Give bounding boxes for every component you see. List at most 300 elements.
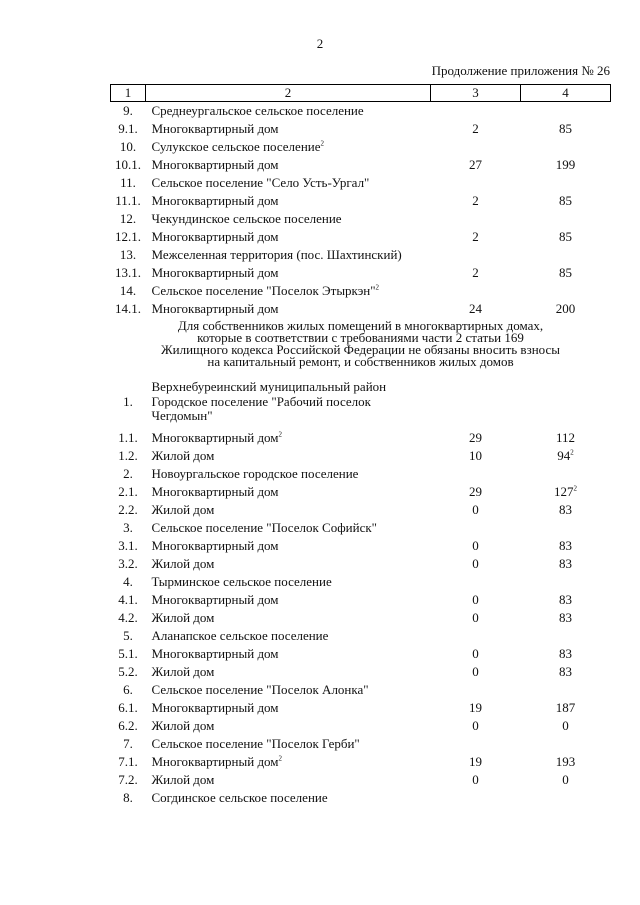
row-name-text: Жилой дом bbox=[151, 610, 215, 625]
row-number-text: 14.1. bbox=[115, 301, 141, 316]
table-row bbox=[111, 282, 611, 300]
row-name-text: Согдинское сельское поселение bbox=[151, 790, 328, 805]
row-col-4 bbox=[521, 138, 611, 156]
row-number bbox=[111, 717, 146, 735]
row-col-3-text: 19 bbox=[469, 700, 482, 715]
row-col-4-text: 85 bbox=[559, 121, 572, 136]
row-col-3 bbox=[431, 663, 521, 681]
row-number-text: 13.1. bbox=[115, 265, 141, 280]
table-row bbox=[111, 789, 611, 807]
row-col-3 bbox=[431, 753, 521, 771]
row-col-4 bbox=[521, 501, 611, 519]
footnote-mark: 2 bbox=[375, 283, 380, 292]
row-name-text: Аланапское сельское поселение bbox=[151, 628, 329, 643]
table-row bbox=[111, 555, 611, 573]
row-number bbox=[111, 210, 146, 228]
row-col-4-text: 83 bbox=[559, 610, 572, 625]
row-name bbox=[146, 138, 431, 156]
table-row bbox=[111, 591, 611, 609]
row-col-3-text: 0 bbox=[472, 646, 479, 661]
table-row bbox=[111, 246, 611, 264]
row-name-text: Многоквартирный дом bbox=[151, 754, 279, 769]
row-col-3-text: 10 bbox=[469, 448, 482, 463]
row-name-text: Сельское поселение "Поселок Алонка" bbox=[151, 682, 369, 697]
row-name bbox=[146, 465, 431, 483]
row-col-3 bbox=[431, 627, 521, 645]
row-col-4 bbox=[521, 483, 611, 501]
row-name bbox=[146, 537, 431, 555]
row-col-4-text: 83 bbox=[559, 646, 572, 661]
table-row bbox=[111, 429, 611, 447]
row-col-3-text: 2 bbox=[472, 229, 479, 244]
row-col-4 bbox=[521, 699, 611, 717]
row-col-4-text: 85 bbox=[559, 229, 572, 244]
table-row bbox=[111, 609, 611, 627]
row-name-text: Многоквартирный дом bbox=[151, 265, 279, 280]
row-number bbox=[111, 735, 146, 753]
table-row bbox=[111, 573, 611, 591]
row-col-4 bbox=[521, 609, 611, 627]
row-name-text: Многоквартирный дом bbox=[151, 700, 279, 715]
row-number bbox=[111, 627, 146, 645]
row-col-3 bbox=[431, 264, 521, 282]
footnote-mark: 2 bbox=[278, 754, 283, 763]
row-col-4-text: 0 bbox=[562, 772, 569, 787]
row-col-4 bbox=[521, 300, 611, 318]
row-number-text: 13. bbox=[119, 247, 137, 262]
row-name-text: Жилой дом bbox=[151, 718, 215, 733]
row-name-text: Жилой дом bbox=[151, 772, 215, 787]
table-row bbox=[111, 174, 611, 192]
row-col-3 bbox=[431, 228, 521, 246]
row-number-text: 7.1. bbox=[118, 754, 138, 769]
row-col-3 bbox=[431, 210, 521, 228]
row-col-3-text: 0 bbox=[472, 538, 479, 553]
footnote-mark: 2 bbox=[570, 448, 574, 457]
row-col-4 bbox=[521, 246, 611, 264]
row-name-text: Многоквартирный дом bbox=[151, 157, 279, 172]
row-number bbox=[111, 753, 146, 771]
row-col-4 bbox=[521, 465, 611, 483]
row-number-text: 9. bbox=[123, 103, 133, 118]
row-number-text: 6. bbox=[123, 682, 133, 697]
row-name bbox=[146, 394, 431, 429]
note-row bbox=[111, 318, 611, 372]
note-line: Для собственников жилых помещений в многоквартирных домах, bbox=[177, 318, 544, 333]
row-name-text: Сельское поселение "Село Усть-Ургал" bbox=[151, 175, 370, 190]
row-number-text: 3. bbox=[123, 520, 133, 535]
row-name bbox=[146, 663, 431, 681]
row-number-text: 7. bbox=[123, 736, 133, 751]
row-col-3 bbox=[431, 483, 521, 501]
row-col-4 bbox=[521, 394, 611, 429]
region-name: Верхнебуреинский муниципальный район bbox=[151, 379, 387, 394]
row-col-3 bbox=[431, 174, 521, 192]
row-number-text: 14. bbox=[119, 283, 137, 298]
row-col-4 bbox=[521, 447, 611, 465]
row-name-text: Тырминское сельское поселение bbox=[151, 574, 332, 589]
table-row bbox=[111, 228, 611, 246]
footnote-mark: 2 bbox=[573, 484, 577, 493]
row-col-3 bbox=[431, 282, 521, 300]
table-row bbox=[111, 465, 611, 483]
row-col-3 bbox=[431, 555, 521, 573]
row-col-3-text: 24 bbox=[469, 301, 482, 316]
row-col-4-text: 83 bbox=[559, 556, 572, 571]
row-name-text: Чекундинское сельское поселение bbox=[151, 211, 342, 226]
row-col-4-text: 112 bbox=[555, 430, 576, 445]
note-section bbox=[111, 318, 611, 394]
row-number bbox=[111, 699, 146, 717]
row-col-3-text: 19 bbox=[469, 754, 482, 769]
row-col-4-text: 83 bbox=[559, 538, 572, 553]
row-col-3 bbox=[431, 246, 521, 264]
row-col-4-text: 200 bbox=[555, 301, 576, 316]
row-name-text: Городское поселение "Рабочий поселок Чегдомын" bbox=[151, 394, 371, 423]
row-number-text: 11.1. bbox=[115, 193, 141, 208]
row-col-3 bbox=[431, 394, 521, 429]
row-number-text: 5.1. bbox=[118, 646, 138, 661]
row-col-4 bbox=[521, 753, 611, 771]
row-number bbox=[111, 156, 146, 174]
row-name bbox=[146, 789, 431, 807]
row-col-3-text: 0 bbox=[472, 718, 479, 733]
table-row bbox=[111, 156, 611, 174]
table-header bbox=[111, 85, 611, 102]
footnote-mark: 2 bbox=[278, 430, 283, 439]
row-name-text: Многоквартирный дом bbox=[151, 430, 279, 445]
row-number bbox=[111, 645, 146, 663]
row-number bbox=[111, 300, 146, 318]
row-col-3 bbox=[431, 735, 521, 753]
row-number bbox=[111, 609, 146, 627]
row-name bbox=[146, 483, 431, 501]
row-col-4-text: 83 bbox=[559, 592, 572, 607]
row-col-3 bbox=[431, 429, 521, 447]
row-number bbox=[111, 192, 146, 210]
table-row bbox=[111, 735, 611, 753]
row-col-3 bbox=[431, 519, 521, 537]
row-name bbox=[146, 681, 431, 699]
row-name-text: Сельское поселение "Поселок Софийск" bbox=[151, 520, 377, 535]
row-col-4 bbox=[521, 264, 611, 282]
row-name-text: Сулукское сельское поселение bbox=[151, 139, 321, 154]
row-col-4-text: 199 bbox=[555, 157, 576, 172]
row-col-3-text: 2 bbox=[472, 265, 479, 280]
row-number-text: 10.1. bbox=[115, 157, 141, 172]
row-col-3-text: 0 bbox=[472, 772, 479, 787]
row-col-4 bbox=[521, 102, 611, 121]
row-col-3-text: 29 bbox=[469, 430, 482, 445]
row-number-text: 4.2. bbox=[118, 610, 138, 625]
row-col-4-text: 94 bbox=[557, 448, 571, 463]
table-row bbox=[111, 681, 611, 699]
row-number bbox=[111, 120, 146, 138]
row-col-3-text: 0 bbox=[472, 502, 479, 517]
row-name-text: Многоквартирный дом bbox=[151, 193, 279, 208]
row-col-3 bbox=[431, 645, 521, 663]
row-col-3 bbox=[431, 771, 521, 789]
row-number bbox=[111, 228, 146, 246]
row-number-text: 2.2. bbox=[118, 502, 138, 517]
row-col-3 bbox=[431, 501, 521, 519]
table-row bbox=[111, 519, 611, 537]
row-col-4 bbox=[521, 120, 611, 138]
footnote-mark: 2 bbox=[320, 139, 324, 148]
row-number bbox=[111, 573, 146, 591]
row-col-4 bbox=[521, 573, 611, 591]
row-name-text: Жилой дом bbox=[151, 664, 215, 679]
row-col-3-text: 2 bbox=[472, 121, 479, 136]
row-name bbox=[146, 753, 431, 771]
row-col-4 bbox=[521, 717, 611, 735]
row-name bbox=[146, 501, 431, 519]
row-col-4 bbox=[521, 627, 611, 645]
row-name bbox=[146, 264, 431, 282]
row-name bbox=[146, 609, 431, 627]
table-row bbox=[111, 645, 611, 663]
row-name-text: Многоквартирный дом bbox=[151, 538, 279, 553]
row-name bbox=[146, 300, 431, 318]
row-col-3-text: 0 bbox=[472, 556, 479, 571]
row-col-3 bbox=[431, 717, 521, 735]
row-number-text: 9.1. bbox=[118, 121, 138, 136]
row-number-text: 7.2. bbox=[118, 772, 138, 787]
row-col-3 bbox=[431, 681, 521, 699]
table-row bbox=[111, 264, 611, 282]
row-name bbox=[146, 228, 431, 246]
row-number bbox=[111, 138, 146, 156]
row-col-3 bbox=[431, 573, 521, 591]
table-row bbox=[111, 663, 611, 681]
row-number-text: 4. bbox=[123, 574, 133, 589]
row-number-text: 3.2. bbox=[118, 556, 138, 571]
row-number-text: 4.1. bbox=[118, 592, 138, 607]
row-number-text: 6.2. bbox=[118, 718, 138, 733]
table-row bbox=[111, 210, 611, 228]
row-number-text: 3.1. bbox=[118, 538, 138, 553]
note-line: которые в соответствии с требованиями части 2 статьи 169 bbox=[197, 330, 524, 345]
row-name-text: Жилой дом bbox=[151, 502, 215, 517]
row-col-4 bbox=[521, 174, 611, 192]
row-col-3 bbox=[431, 609, 521, 627]
row-col-4 bbox=[521, 156, 611, 174]
row-col-4 bbox=[521, 228, 611, 246]
table-row bbox=[111, 394, 611, 429]
row-col-3-text: 0 bbox=[472, 610, 479, 625]
row-col-3-text: 0 bbox=[472, 592, 479, 607]
row-number-text: 1.2. bbox=[118, 448, 138, 463]
region-row bbox=[111, 372, 611, 394]
row-name bbox=[146, 771, 431, 789]
row-number bbox=[111, 663, 146, 681]
row-number-text: 1.1. bbox=[118, 430, 138, 445]
row-name-text: Межселенная территория (пос. Шахтинский) bbox=[151, 247, 402, 262]
row-number bbox=[111, 483, 146, 501]
row-col-4 bbox=[521, 282, 611, 300]
row-number bbox=[111, 537, 146, 555]
row-name bbox=[146, 573, 431, 591]
row-number bbox=[111, 519, 146, 537]
header-col-2: 2 bbox=[146, 85, 431, 102]
row-col-4 bbox=[521, 735, 611, 753]
row-col-4 bbox=[521, 519, 611, 537]
row-col-3 bbox=[431, 138, 521, 156]
row-name bbox=[146, 282, 431, 300]
row-name bbox=[146, 627, 431, 645]
row-name bbox=[146, 699, 431, 717]
row-col-4 bbox=[521, 645, 611, 663]
row-number bbox=[111, 174, 146, 192]
row-number bbox=[111, 465, 146, 483]
row-name bbox=[146, 447, 431, 465]
row-col-3 bbox=[431, 300, 521, 318]
row-name-text: Жилой дом bbox=[151, 556, 215, 571]
row-number bbox=[111, 591, 146, 609]
row-name-text: Жилой дом bbox=[151, 448, 215, 463]
table-row bbox=[111, 120, 611, 138]
table-body-bottom bbox=[111, 394, 611, 807]
row-name-text: Многоквартирный дом bbox=[151, 301, 279, 316]
row-number-text: 10. bbox=[119, 139, 137, 154]
row-name bbox=[146, 735, 431, 753]
tariff-table bbox=[110, 84, 611, 807]
row-col-4 bbox=[521, 681, 611, 699]
table-row bbox=[111, 300, 611, 318]
row-col-4 bbox=[521, 771, 611, 789]
row-number-text: 1. bbox=[123, 394, 133, 409]
row-col-4 bbox=[521, 663, 611, 681]
row-name bbox=[146, 429, 431, 447]
row-name bbox=[146, 717, 431, 735]
row-name bbox=[146, 246, 431, 264]
table-row bbox=[111, 192, 611, 210]
row-col-3-text: 0 bbox=[472, 664, 479, 679]
table-row bbox=[111, 483, 611, 501]
table-row bbox=[111, 501, 611, 519]
table-row bbox=[111, 699, 611, 717]
row-name-text: Многоквартирный дом bbox=[151, 229, 279, 244]
row-col-4-text: 0 bbox=[562, 718, 569, 733]
row-name-text: Многоквартирный дом bbox=[151, 484, 279, 499]
row-col-3-text: 29 bbox=[469, 484, 482, 499]
note-line: Жилищного кодекса Российской Федерации не обязаны вносить взносы bbox=[160, 342, 560, 357]
row-number bbox=[111, 282, 146, 300]
row-col-3 bbox=[431, 447, 521, 465]
row-name bbox=[146, 519, 431, 537]
row-number bbox=[111, 501, 146, 519]
row-number-text: 12. bbox=[119, 211, 137, 226]
region-num-cell bbox=[111, 372, 146, 394]
table-row bbox=[111, 627, 611, 645]
row-col-4 bbox=[521, 555, 611, 573]
row-number bbox=[111, 681, 146, 699]
row-col-3 bbox=[431, 465, 521, 483]
page-number: 2 bbox=[316, 36, 324, 51]
row-name-text: Многоквартирный дом bbox=[151, 592, 279, 607]
row-name-text: Новоургальское городское поселение bbox=[151, 466, 359, 481]
row-col-3-text: 27 bbox=[469, 157, 482, 172]
row-number bbox=[111, 264, 146, 282]
row-col-4-text: 193 bbox=[555, 754, 576, 769]
header-col-1: 1 bbox=[111, 85, 146, 102]
row-name bbox=[146, 210, 431, 228]
row-name bbox=[146, 156, 431, 174]
row-col-4-text: 85 bbox=[559, 265, 572, 280]
row-col-3 bbox=[431, 102, 521, 121]
row-number-text: 8. bbox=[123, 790, 133, 805]
table-row bbox=[111, 717, 611, 735]
header-row bbox=[111, 85, 611, 102]
table-row bbox=[111, 138, 611, 156]
row-col-3 bbox=[431, 120, 521, 138]
row-name-text: Сельское поселение "Поселок Герби" bbox=[151, 736, 360, 751]
row-number-text: 11. bbox=[120, 175, 136, 190]
row-col-4-text: 83 bbox=[559, 502, 572, 517]
table-row bbox=[111, 771, 611, 789]
note-line: на капитальный ремонт, и собственников жилых домов bbox=[207, 354, 514, 369]
row-number bbox=[111, 447, 146, 465]
row-name bbox=[146, 174, 431, 192]
header-col-4: 4 bbox=[521, 85, 611, 102]
row-name bbox=[146, 591, 431, 609]
row-col-4 bbox=[521, 591, 611, 609]
row-number bbox=[111, 789, 146, 807]
row-col-4 bbox=[521, 789, 611, 807]
row-col-3 bbox=[431, 537, 521, 555]
row-number bbox=[111, 394, 146, 429]
row-number-text: 6.1. bbox=[118, 700, 138, 715]
row-name bbox=[146, 120, 431, 138]
row-col-3 bbox=[431, 789, 521, 807]
row-number-text: 12.1. bbox=[115, 229, 141, 244]
appendix-continuation-note: Продолжение приложения № 26 bbox=[431, 63, 610, 78]
row-name bbox=[146, 555, 431, 573]
row-name-text: Сельское поселение "Поселок Этыркэн" bbox=[151, 283, 376, 298]
header-col-3: 3 bbox=[431, 85, 521, 102]
row-col-4 bbox=[521, 429, 611, 447]
table-row bbox=[111, 102, 611, 121]
row-col-3 bbox=[431, 192, 521, 210]
row-col-3 bbox=[431, 591, 521, 609]
row-number bbox=[111, 429, 146, 447]
row-col-3 bbox=[431, 156, 521, 174]
owners-note bbox=[111, 318, 611, 372]
row-col-4-text: 187 bbox=[555, 700, 576, 715]
row-number-text: 5. bbox=[123, 628, 133, 643]
row-name bbox=[146, 102, 431, 121]
table-row bbox=[111, 447, 611, 465]
row-number-text: 2. bbox=[123, 466, 133, 481]
row-col-4-text: 127 bbox=[554, 484, 574, 499]
row-number bbox=[111, 102, 146, 121]
row-col-4-text: 85 bbox=[559, 193, 572, 208]
row-name-text: Среднеургальское сельское поселение bbox=[151, 103, 364, 118]
row-name bbox=[146, 192, 431, 210]
row-number bbox=[111, 246, 146, 264]
row-col-4 bbox=[521, 210, 611, 228]
row-name bbox=[146, 645, 431, 663]
row-number-text: 5.2. bbox=[118, 664, 138, 679]
row-name-text: Многоквартирный дом bbox=[151, 646, 279, 661]
row-number bbox=[111, 771, 146, 789]
row-col-4 bbox=[521, 192, 611, 210]
row-col-3-text: 2 bbox=[472, 193, 479, 208]
row-col-4-text: 83 bbox=[559, 664, 572, 679]
row-col-4 bbox=[521, 537, 611, 555]
table-row bbox=[111, 537, 611, 555]
row-col-3 bbox=[431, 699, 521, 717]
